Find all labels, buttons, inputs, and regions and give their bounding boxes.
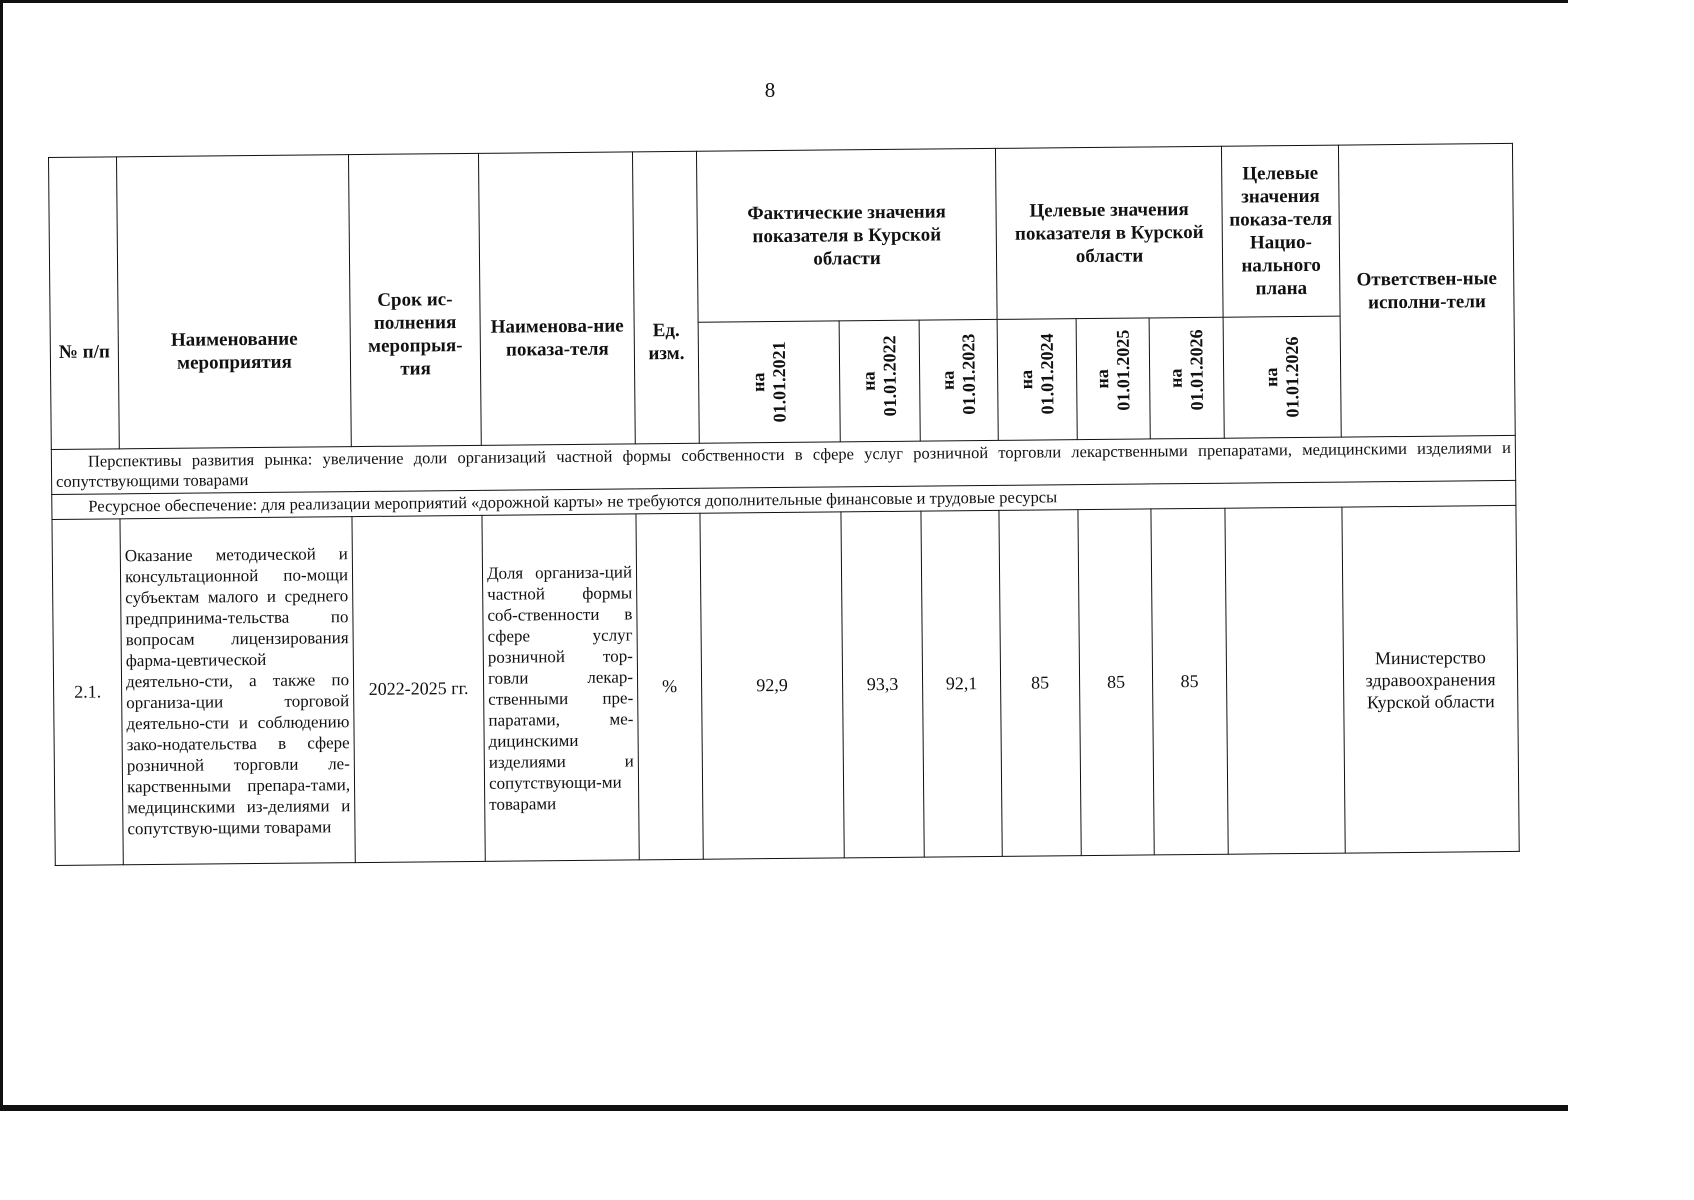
date-header-2022: на 01.01.2022 <box>839 320 920 442</box>
roadmap-table <box>48 143 1520 866</box>
value-2024: 85 <box>999 510 1081 857</box>
date-header-2021: на 01.01.2021 <box>698 321 840 443</box>
header-unit: Ед. изм. <box>632 151 699 444</box>
header-indicator-name: Наименова-ние показа-теля <box>478 152 635 445</box>
row-indicator-name: Доля организа-ций частной формы соб-ственности в сфере услуг розничной тор-говли лекар-ственными пре-паратами, ме-дицинскими изделиями и сопутствующи-ми товарами <box>482 514 639 861</box>
page-number: 8 <box>764 78 776 102</box>
header-event-name: Наименование мероприятия <box>117 155 352 449</box>
row-responsible: Министерство здравоохранения Курской области <box>1342 505 1519 853</box>
date-header-2023: на 01.01.2023 <box>919 319 998 441</box>
value-2021: 92,9 <box>700 512 844 859</box>
scan-frame-left <box>0 0 3 1111</box>
date-header-2024: на 01.01.2024 <box>997 319 1077 441</box>
header-row <box>49 143 1515 328</box>
value-2026: 85 <box>1151 508 1228 855</box>
value-2025: 85 <box>1078 509 1154 856</box>
value-2022: 93,3 <box>841 511 924 858</box>
header-national-group: Целевые значения показа-теля Нацио-нального плана <box>1221 145 1340 317</box>
header-num: № п/п <box>49 157 120 450</box>
row-deadline: 2022-2025 гг. <box>352 515 485 862</box>
header-responsible: Ответствен-ные исполни-тели <box>1338 143 1515 437</box>
resources-text: Ресурсное обеспечение: для реализации мероприятий «дорожной карты» не требуются дополнительные финансовые и трудовые ресурсы <box>52 480 1516 519</box>
header-target-group: Целевые значения показателя в Курской области <box>995 146 1223 319</box>
row-unit: % <box>636 513 703 860</box>
value-2023: 92,1 <box>921 510 1002 857</box>
header-actual-group: Фактические значения показателя в Курской области <box>696 148 997 322</box>
prospects-text: Перспективы развития рынка: увеличение доли организаций частной формы собственности в сфере услуг розничной торговли лекарственными препаратами, медицинскими изделиями и сопутствующими товарами <box>51 435 1515 494</box>
row-num: 2.1. <box>52 519 123 866</box>
date-header-2025: на 01.01.2025 <box>1076 318 1150 440</box>
date-header-2026: на 01.01.2026 <box>1149 317 1224 439</box>
value-national-2026 <box>1225 507 1345 854</box>
date-header-national-2026: на 01.01.2026 <box>1223 316 1341 438</box>
row-event-name: Оказание методической и консультационной по-мощи субъектам малого и среднего предпринима-тельства по вопросам лицензирования фарма-цевтической деятельно-сти, а также по организа-ции торговой деятельно-сти и соблюдению зако-нодательства в сфере розничной торговли ле-карственными препара-тами, медицинскими из-делиями и сопутствую-щими товарами <box>120 517 355 865</box>
scan-frame-top <box>0 0 1568 3</box>
header-deadline: Срок ис-полнения меропрыя-тия <box>348 153 481 446</box>
table-row <box>52 505 1519 865</box>
scan-frame-bottom <box>0 1105 1568 1111</box>
